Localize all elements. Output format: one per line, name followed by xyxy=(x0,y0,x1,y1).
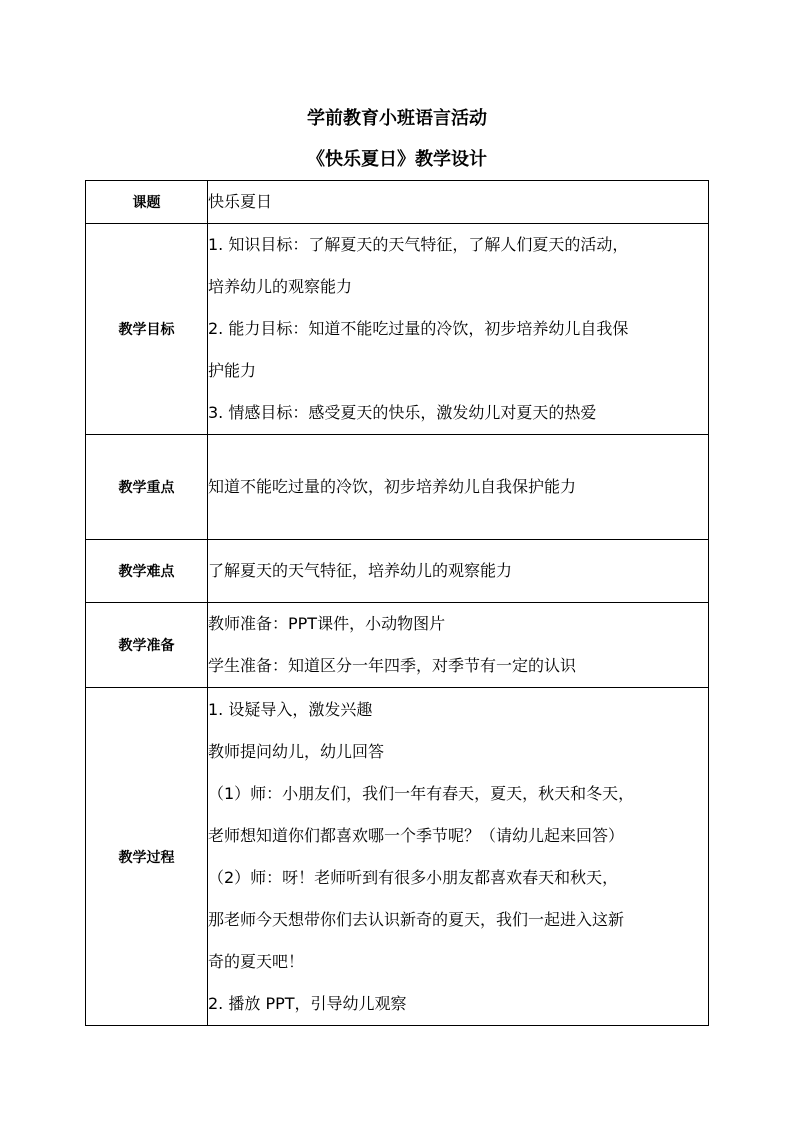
row-label-preparation: 教学准备 xyxy=(86,603,208,688)
row-content-key-points xyxy=(208,435,709,540)
process-line: 老师想知道你们都喜欢哪一个季节呢？（请幼儿起来回答） xyxy=(208,826,625,845)
process-line: （1）师：小朋友们，我们一年有春天，夏天，秋天和冬天， xyxy=(208,784,635,803)
row-label-process: 教学过程 xyxy=(86,688,208,1026)
row-label-topic: 课题 xyxy=(86,181,208,224)
process-line: （2）师：呀！老师听到有很多小朋友都喜欢春天和秋天， xyxy=(208,868,619,887)
document-title: 学前教育小班语言活动 xyxy=(307,108,487,129)
row-content-preparation xyxy=(208,603,709,688)
row-content-topic xyxy=(208,181,709,224)
lesson-plan-table xyxy=(85,180,709,1026)
process-line: 奇的夏天吧！ xyxy=(208,952,305,971)
topic-text: 快乐夏日 xyxy=(208,192,273,211)
table-row-process xyxy=(86,688,709,1026)
row-label-goals: 教学目标 xyxy=(86,224,208,435)
goals-line: 护能力 xyxy=(208,361,257,380)
goals-line: 2. 能力目标：知道不能吃过量的冷饮，初步培养幼儿自我保 xyxy=(208,319,629,338)
process-line: 2. 播放 PPT，引导幼儿观察 xyxy=(208,994,407,1013)
row-label-difficulties: 教学难点 xyxy=(86,540,208,603)
table-row-preparation xyxy=(86,603,709,688)
goals-line: 1. 知识目标：了解夏天的天气特征，了解人们夏天的活动， xyxy=(208,235,629,254)
row-content-goals xyxy=(208,224,709,435)
row-content-process xyxy=(208,688,709,1026)
document-subtitle: 《快乐夏日》教学设计 xyxy=(307,149,487,170)
process-line: 1. 设疑导入，激发兴趣 xyxy=(208,700,373,719)
preparation-line: 学生准备：知道区分一年四季，对季节有一定的认识 xyxy=(208,656,577,675)
process-line: 那老师今天想带你们去认识新奇的夏天，我们一起进入这新 xyxy=(208,910,625,929)
key-points-text: 知道不能吃过量的冷饮，初步培养幼儿自我保护能力 xyxy=(208,477,577,496)
table-row-topic xyxy=(86,181,709,224)
row-label-key-points: 教学重点 xyxy=(86,435,208,540)
table-row-difficulties xyxy=(86,540,709,603)
row-content-difficulties xyxy=(208,540,709,603)
table-row-goals xyxy=(86,224,709,435)
preparation-line: 教师准备：PPT课件，小动物图片 xyxy=(208,614,446,633)
table-row-key-points xyxy=(86,435,709,540)
process-line: 教师提问幼儿，幼儿回答 xyxy=(208,742,385,761)
goals-line: 3. 情感目标：感受夏天的快乐，激发幼儿对夏天的热爱 xyxy=(208,403,597,422)
goals-line: 培养幼儿的观察能力 xyxy=(208,277,353,296)
difficulties-text: 了解夏天的天气特征，培养幼儿的观察能力 xyxy=(208,561,513,580)
